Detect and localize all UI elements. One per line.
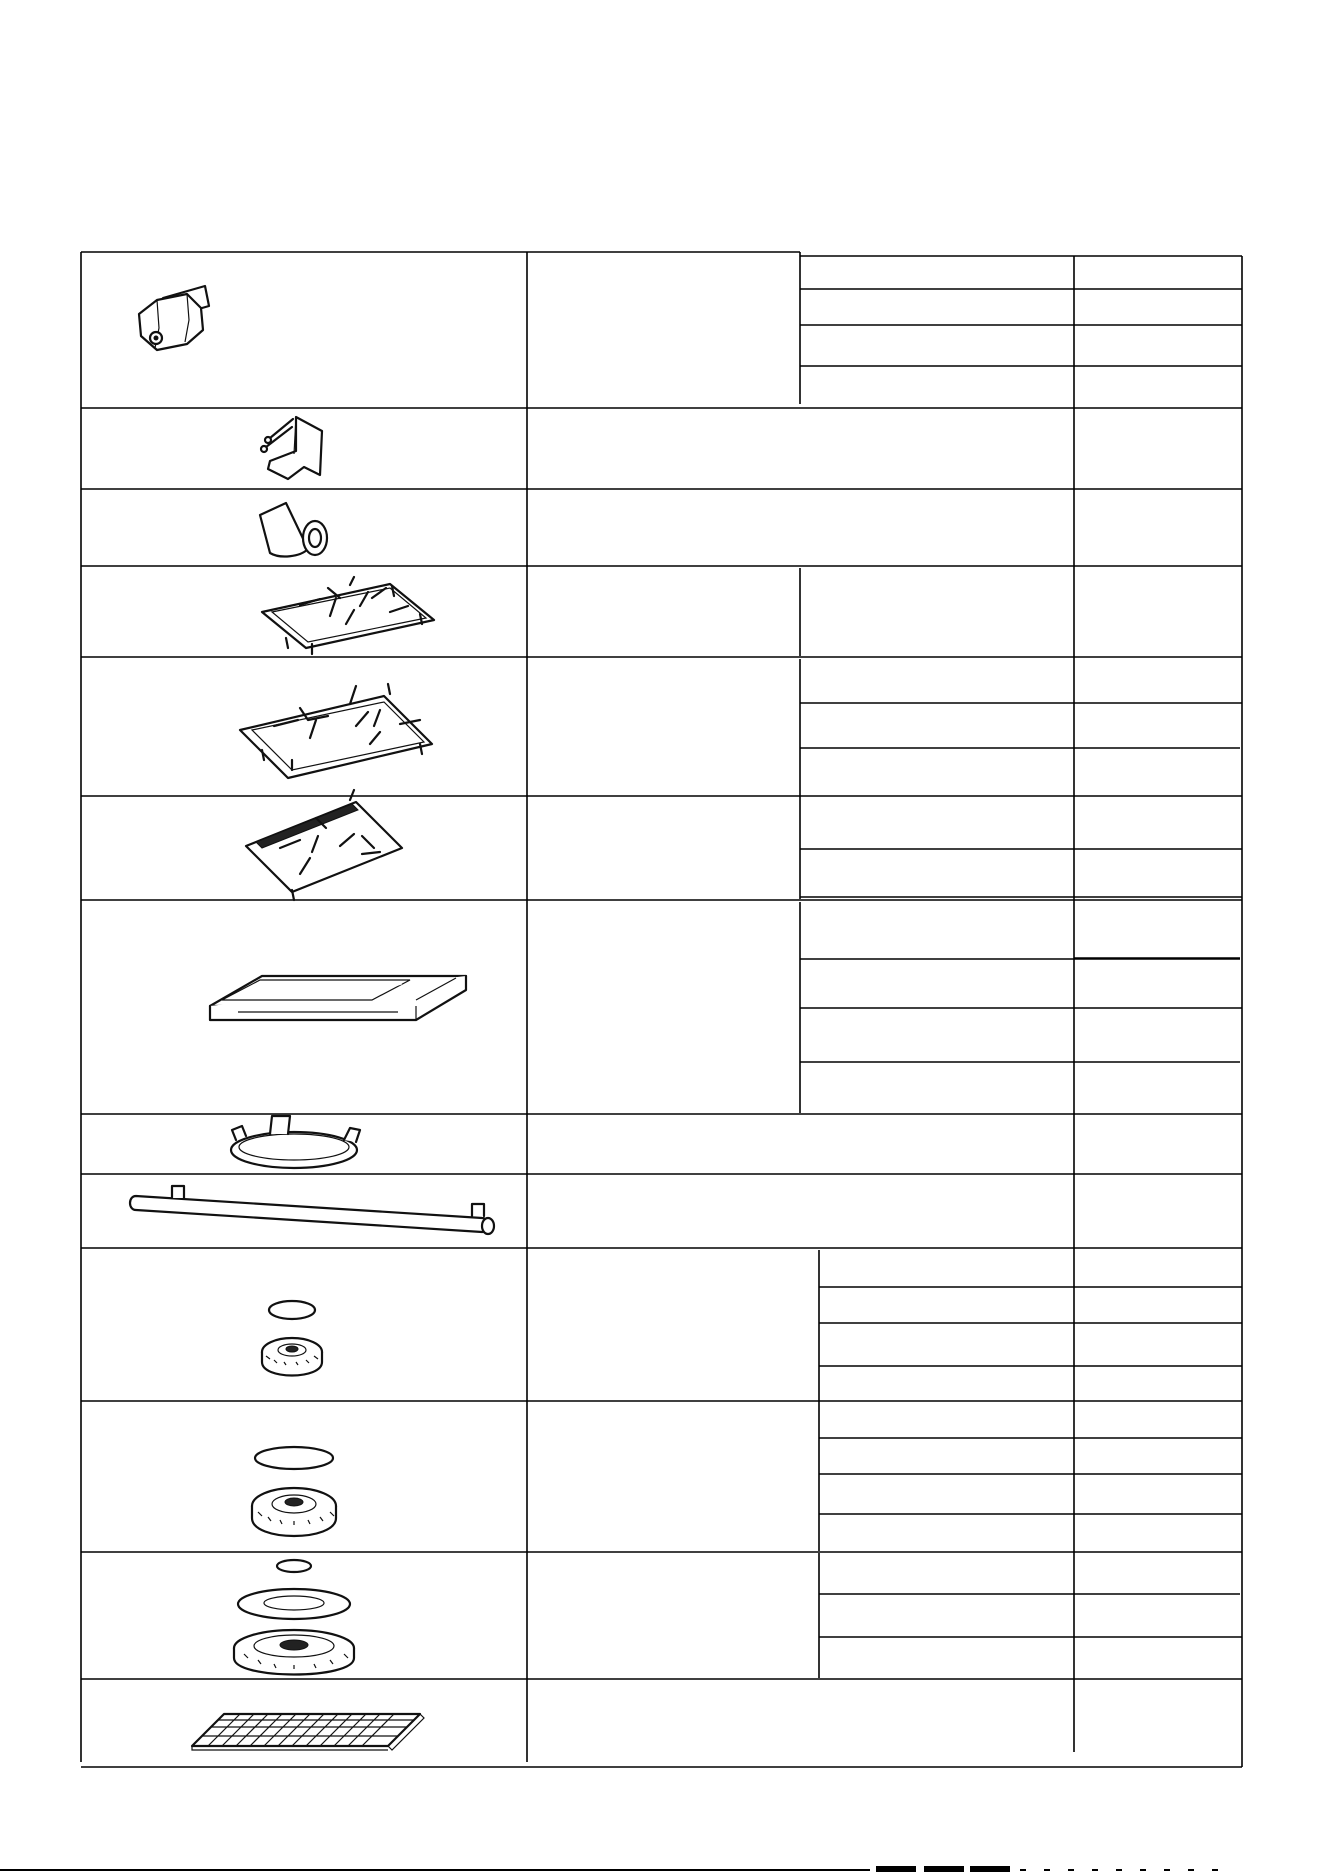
cast-iron-grate-rear-icon (246, 790, 402, 900)
handle-bar-icon (130, 1186, 494, 1234)
small-burner-cap-and-head-icon (262, 1301, 322, 1376)
medium-burner-cap-and-head-icon (252, 1447, 336, 1536)
cast-iron-grate-large-icon (240, 684, 432, 778)
cast-iron-grate-small-icon (262, 577, 434, 654)
wok-ring-icon (231, 1116, 360, 1168)
dual-ring-burner-assembly-icon (234, 1560, 354, 1675)
page-footer-rule (0, 1866, 1230, 1872)
griddle-plate-icon (210, 976, 466, 1020)
oven-wire-rack-icon (192, 1714, 424, 1750)
anti-tip-bracket-with-screws-icon (261, 417, 322, 479)
rubber-foot-cap-icon (260, 503, 327, 556)
gas-injector-nozzle-icon (139, 286, 209, 350)
